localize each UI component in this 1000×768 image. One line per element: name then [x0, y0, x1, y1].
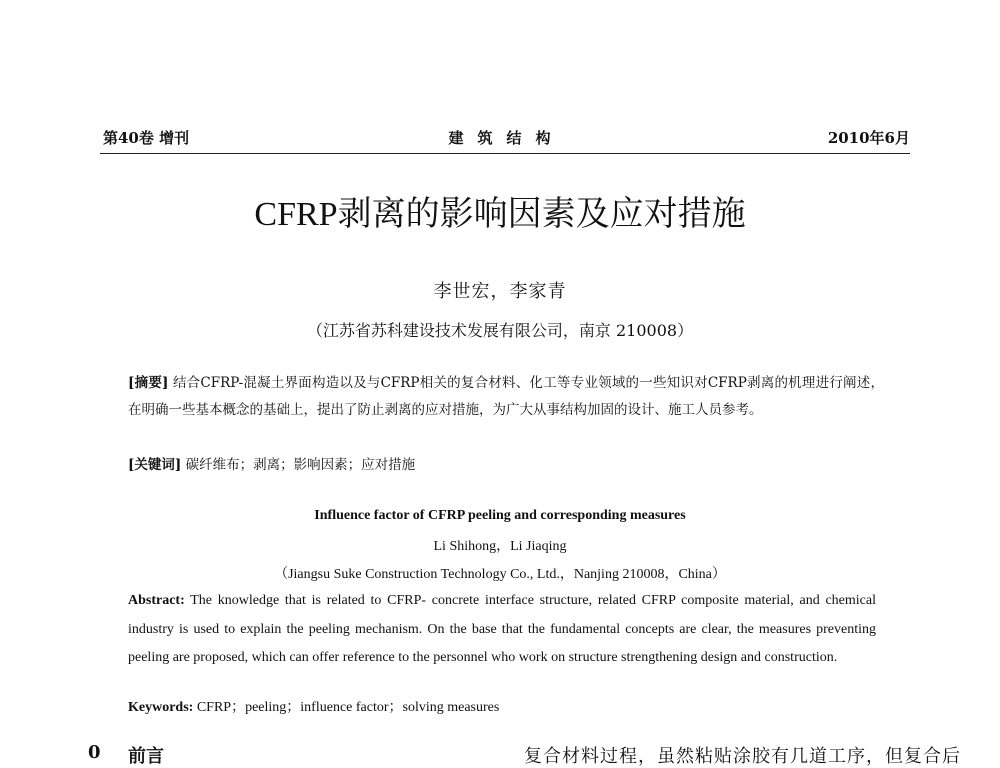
keywords-english: [128, 697, 876, 719]
paper-title: CFRP剥离的影响因素及应对措施: [254, 196, 746, 233]
abstract-chinese-label: [摘要]: [128, 375, 169, 391]
keywords-chinese: [128, 454, 884, 476]
abstract-english-text: The knowledge that is related to CFRP- concrete interface structure, related CFRP composite material, and chemical industry is used to explain the peeling mechanism. On the base that the fundamental concepts are clear, the measures preventing peeling are proposed, which can offer reference to the personnel who work on structure strengthening design and construction.: [128, 593, 876, 665]
header-journal-name: 建筑结构: [448, 129, 565, 147]
body-text-first-line: 复合材料过程，虽然粘贴涂胶有几道工序，但复合后: [524, 746, 961, 767]
keywords-english-text: CFRP；peeling；influence factor；solving measures: [196, 700, 500, 715]
header-date: 2010年6月: [827, 129, 910, 147]
keywords-chinese-text: 碳纤维布；剥离；影响因素；应对措施: [185, 457, 416, 473]
keywords-english-label: Keywords:: [128, 700, 194, 715]
english-affiliation: （Jiangsu Suke Construction Technology Co., Ltd.，Nanjing 210008，China）: [274, 567, 726, 582]
abstract-chinese-text: 结合CFRP-混凝土界面构造以及与CFRP相关的复合材料、化工等专业领域的一些知识对CFRP剥离的机理进行阐述，在明确一些基本概念的基础上，提出了防止剥离的应对措施，为广大从事结构加固的设计、施工人员参考。: [128, 375, 884, 418]
header-volume: 第40卷 增刊: [103, 129, 190, 147]
abstract-english-label: Abstract:: [128, 593, 185, 608]
section-number: 0: [88, 742, 101, 763]
abstract-chinese: [128, 370, 884, 424]
section-heading-row: [0, 742, 1000, 767]
keywords-chinese-label: [关键词]: [128, 457, 182, 473]
header-rule: [100, 153, 910, 154]
authors-chinese: 李世宏，李家青: [433, 281, 567, 302]
english-authors: Li Shihong，Li Jiaqing: [433, 539, 567, 554]
abstract-english: [128, 587, 876, 673]
section-title: 前言: [128, 746, 164, 767]
english-title: Influence factor of CFRP peeling and corresponding measures: [314, 508, 686, 523]
affiliation-chinese: （江苏省苏科建设技术发展有限公司，南京 210008）: [306, 321, 694, 340]
running-header: [103, 127, 910, 149]
